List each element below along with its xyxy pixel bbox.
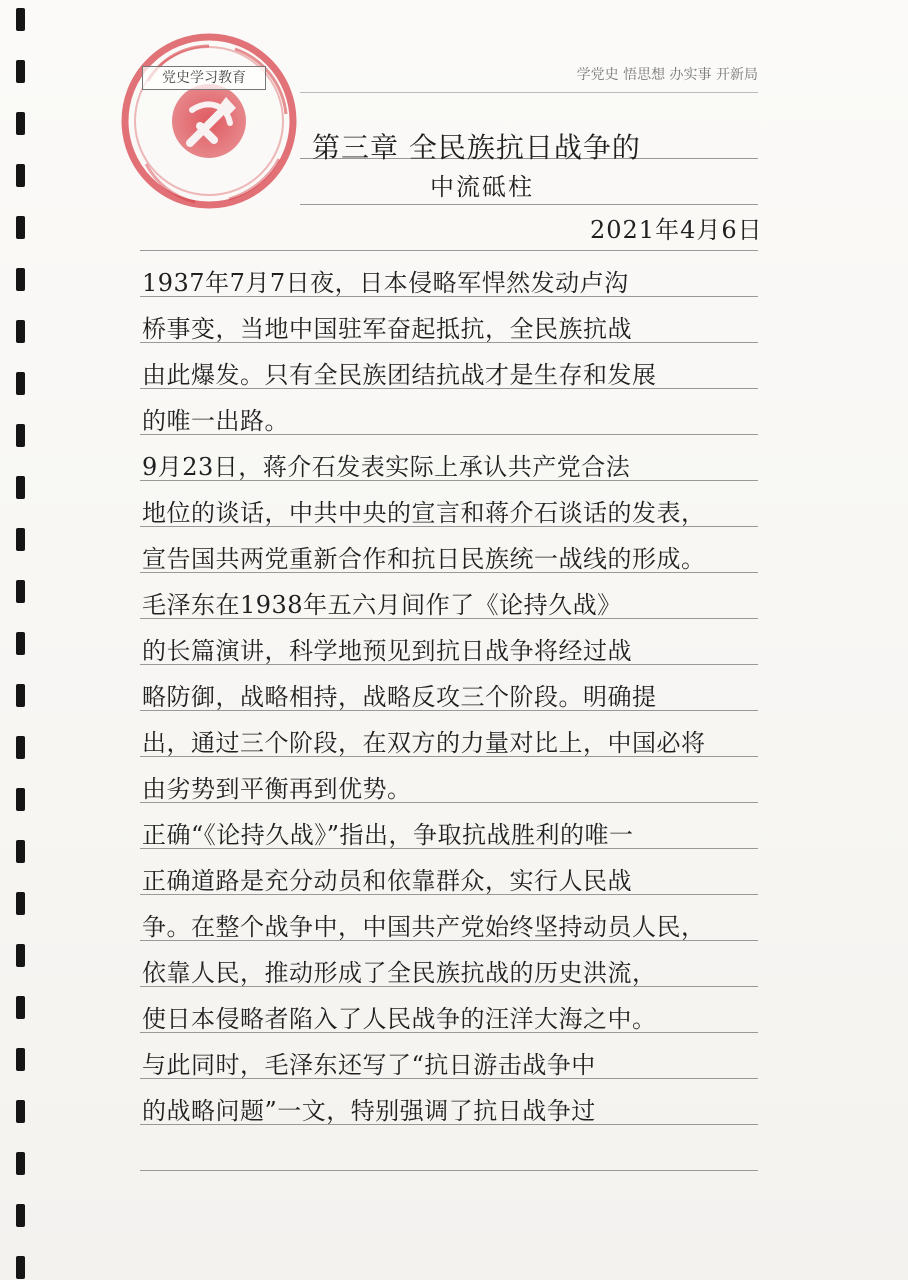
- binding-hole: [16, 684, 25, 707]
- header-slogan: 学党史 悟思想 办实事 开新局: [576, 67, 758, 83]
- binding-hole: [16, 268, 25, 291]
- binding-hole: [16, 424, 25, 447]
- handwritten-line: 使日本侵略者陷入了人民战争的汪洋大海之中。: [142, 1005, 657, 1033]
- binding-hole: [16, 840, 25, 863]
- binding-hole: [16, 1100, 25, 1123]
- handwritten-line: 的战略问题”一文，特别强调了抗日战争过: [142, 1097, 596, 1125]
- binding-hole: [16, 60, 25, 83]
- document-date: 2021年4月6日: [590, 216, 763, 244]
- handwritten-line: 的唯一出路。: [142, 407, 289, 435]
- binding-hole: [16, 320, 25, 343]
- stamp-label: 党史学习教育: [142, 66, 266, 90]
- binding-hole: [16, 736, 25, 759]
- handwritten-line: 正确道路是充分动员和依靠群众，实行人民战: [142, 867, 632, 895]
- handwritten-line: 地位的谈话，中共中央的宣言和蒋介石谈话的发表，: [142, 499, 706, 527]
- binding-hole: [16, 8, 25, 31]
- handwritten-line: 与此同时，毛泽东还写了“抗日游击战争中: [142, 1051, 596, 1079]
- binding-hole: [16, 1152, 25, 1175]
- handwritten-line: 出，通过三个阶段，在双方的力量对比上，中国必将: [142, 729, 706, 757]
- ruled-line: [300, 204, 758, 205]
- binding-hole: [16, 944, 25, 967]
- binding-hole: [16, 788, 25, 811]
- handwritten-line: 正确“《论持久战》”指出，争取抗战胜利的唯一: [142, 821, 634, 849]
- handwritten-line: 略防御，战略相持，战略反攻三个阶段。明确提: [142, 683, 657, 711]
- chapter-subtitle: 中流砥柱: [430, 173, 534, 201]
- ruled-line: [140, 1170, 758, 1171]
- binding-hole: [16, 216, 25, 239]
- handwritten-line: 争。在整个战争中，中国共产党始终坚持动员人民，: [142, 913, 706, 941]
- binding-hole: [16, 372, 25, 395]
- binding-hole: [16, 580, 25, 603]
- spiral-binding: [0, 0, 44, 1280]
- handwritten-line: 桥事变，当地中国驻军奋起抵抗，全民族抗战: [142, 315, 632, 343]
- binding-hole: [16, 1256, 25, 1279]
- binding-hole: [16, 632, 25, 655]
- binding-hole: [16, 476, 25, 499]
- binding-hole: [16, 164, 25, 187]
- binding-hole: [16, 528, 25, 551]
- ruled-line: [140, 250, 758, 251]
- handwritten-line: 依靠人民，推动形成了全民族抗战的历史洪流，: [142, 959, 657, 987]
- binding-hole: [16, 996, 25, 1019]
- handwritten-line: 宣告国共两党重新合作和抗日民族统一战线的形成。: [142, 545, 706, 573]
- header-rule: [300, 92, 758, 93]
- handwritten-line: 由此爆发。只有全民族团结抗战才是生存和发展: [142, 361, 657, 389]
- handwritten-line: 1937年7月7日夜，日本侵略军悍然发动卢沟: [142, 269, 629, 297]
- binding-hole: [16, 892, 25, 915]
- handwritten-line: 毛泽东在1938年五六月间作了《论持久战》: [142, 591, 622, 619]
- handwritten-line: 由劣势到平衡再到优势。: [142, 775, 412, 803]
- binding-hole: [16, 1204, 25, 1227]
- handwritten-line: 的长篇演讲，科学地预见到抗日战争将经过战: [142, 637, 632, 665]
- binding-hole: [16, 112, 25, 135]
- chapter-title: 第三章 全民族抗日战争的: [312, 131, 641, 164]
- party-stamp: [118, 30, 300, 212]
- handwritten-line: 9月23日，蒋介石发表实际上承认共产党合法: [142, 453, 631, 481]
- binding-hole: [16, 1048, 25, 1071]
